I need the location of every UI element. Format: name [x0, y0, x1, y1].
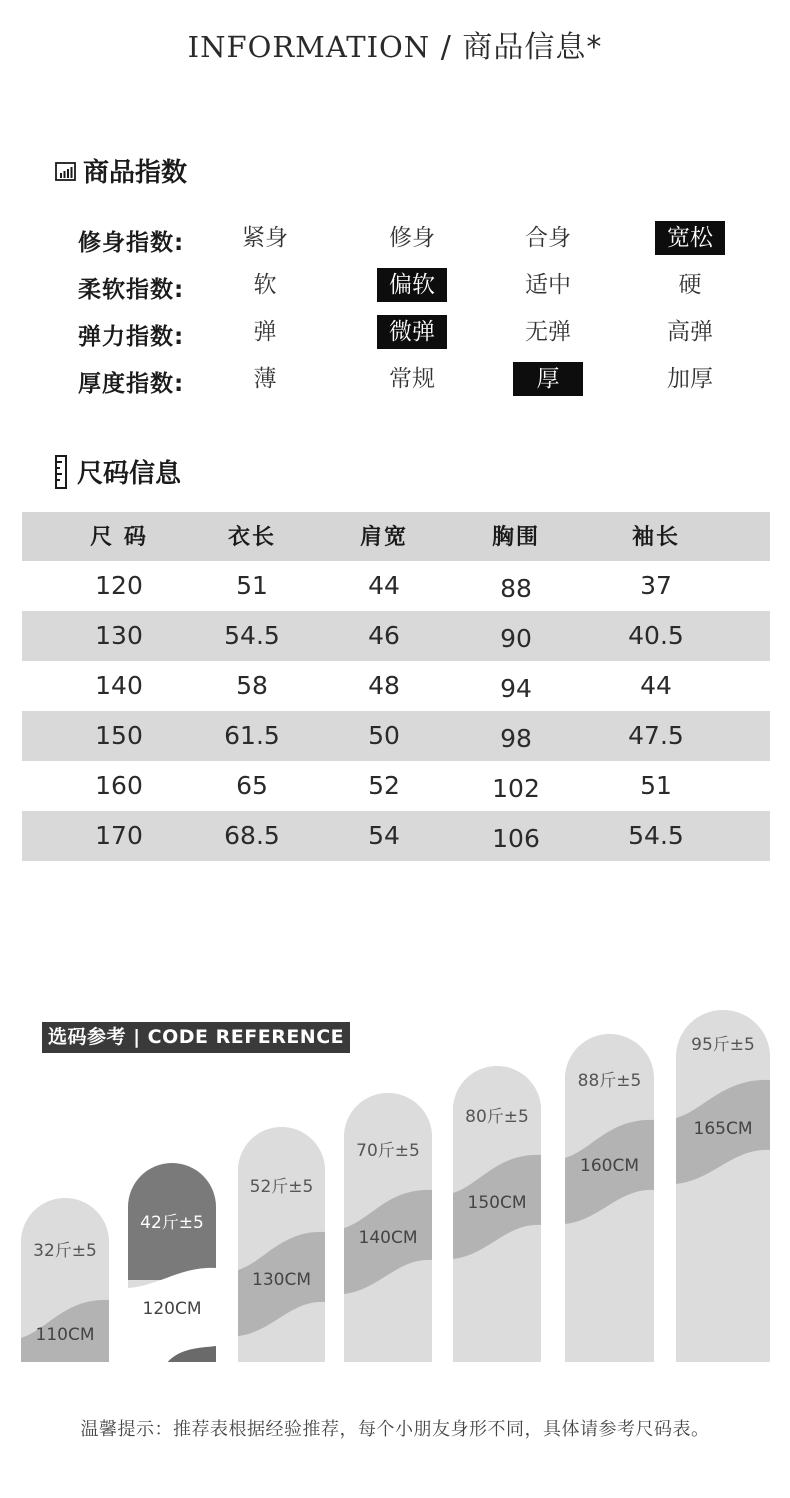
size-info-title: [55, 453, 181, 490]
bar-height-label: 140CM: [358, 1228, 418, 1248]
table-cell: 102: [492, 774, 540, 803]
table-cell: 46: [368, 621, 400, 650]
table-cell: 51: [640, 771, 672, 800]
index-option: 薄: [253, 366, 277, 392]
product-index-title-text: 商品指数: [83, 158, 188, 188]
table-cell: 130: [95, 621, 143, 650]
bar-height-label: 120CM: [142, 1299, 202, 1319]
index-option: 适中: [525, 272, 571, 298]
page-header: [0, 22, 790, 66]
bar-weight-label: 42斤±5: [140, 1213, 204, 1233]
table-cell: 160: [95, 771, 143, 800]
size-bar: [238, 1127, 325, 1362]
index-row: [0, 221, 790, 257]
table-cell: 65: [236, 771, 268, 800]
size-bar: [128, 1163, 216, 1390]
index-option: 高弹: [667, 319, 713, 345]
table-cell: 54: [368, 821, 400, 850]
table-row: [22, 561, 770, 611]
bar-weight-label: 95斤±5: [691, 1035, 755, 1055]
bar-height-label: 165CM: [693, 1119, 753, 1139]
size-table-header: [22, 512, 770, 561]
bar-height-label: 110CM: [35, 1325, 95, 1345]
size-bar: [676, 1010, 770, 1362]
index-row-label: 修身指数:: [78, 230, 185, 256]
column-header: 尺 码: [90, 525, 148, 550]
column-header: 胸围: [491, 525, 540, 550]
index-row-label: 柔软指数:: [78, 277, 185, 303]
table-cell: 150: [95, 721, 143, 750]
index-option: 弹: [253, 319, 277, 345]
index-row-label: 弹力指数:: [78, 324, 185, 350]
size-bar-wave: [128, 1268, 216, 1390]
table-row: [22, 761, 770, 811]
header-title-cn: 商品信息*: [462, 30, 603, 65]
index-option: 紧身: [242, 225, 288, 251]
table-cell: 50: [368, 721, 400, 750]
table-cell: 54.5: [224, 621, 280, 650]
table-cell: 44: [640, 671, 672, 700]
bar-weight-label: 32斤±5: [33, 1241, 97, 1261]
bar-weight-label: 80斤±5: [465, 1107, 529, 1127]
column-header: 袖长: [631, 525, 680, 550]
table-cell: 51: [236, 571, 268, 600]
table-cell: 98: [500, 724, 532, 753]
table-cell: 58: [236, 671, 268, 700]
index-option: 软: [253, 272, 277, 298]
table-row: [22, 611, 770, 661]
index-row-label: 厚度指数:: [78, 371, 185, 397]
code-reference-chart: [0, 1000, 790, 1400]
table-cell: 120: [95, 571, 143, 600]
table-cell: 68.5: [224, 821, 280, 850]
index-row: [0, 268, 790, 304]
table-cell: 106: [492, 824, 540, 853]
product-index-title: [55, 152, 187, 189]
column-header: 肩宽: [359, 525, 408, 550]
table-row: [22, 711, 770, 761]
ruler-icon: [55, 455, 71, 489]
table-cell: 61.5: [224, 721, 280, 750]
table-cell: 54.5: [628, 821, 684, 850]
bar-weight-label: 88斤±5: [577, 1071, 642, 1091]
bar-chart-icon: [55, 160, 77, 182]
table-cell: 37: [640, 571, 672, 600]
table-row: [22, 661, 770, 711]
index-option-selected: 微弹: [377, 315, 447, 349]
index-option-selected: 偏软: [377, 268, 447, 302]
header-separator: /: [430, 30, 463, 65]
header-title-en: INFORMATION: [187, 30, 431, 64]
code-reference-badge: 选码参考 | CODE REFERENCE: [42, 1022, 350, 1053]
table-row: [22, 811, 770, 861]
table-cell: 52: [368, 771, 400, 800]
table-cell: 88: [500, 574, 532, 603]
table-cell: 47.5: [628, 721, 684, 750]
index-option: 硬: [678, 272, 702, 298]
bar-height-label: 160CM: [580, 1156, 639, 1176]
bar-weight-label: 52斤±5: [249, 1177, 314, 1197]
index-option-selected: 宽松: [655, 221, 725, 255]
index-option: 无弹: [525, 319, 571, 345]
table-cell: 44: [368, 571, 400, 600]
table-cell: 48: [368, 671, 400, 700]
table-cell: 94: [500, 674, 532, 703]
index-option: 合身: [525, 225, 571, 251]
bar-weight-label: 70斤±5: [356, 1141, 420, 1161]
index-row: [0, 315, 790, 351]
index-option: 修身: [389, 225, 435, 251]
bar-height-label: 150CM: [467, 1193, 527, 1213]
table-cell: 40.5: [628, 621, 684, 650]
tip-text: 温馨提示：推荐表根据经验推荐，每个小朋友身形不同，具体请参考尺码表。: [80, 1419, 710, 1440]
column-header: 衣长: [227, 525, 276, 550]
table-cell: 90: [500, 624, 532, 653]
bar-height-label: 130CM: [252, 1270, 311, 1290]
size-table: [22, 512, 770, 861]
size-info-title-text: 尺码信息: [77, 459, 182, 489]
table-cell: 170: [95, 821, 143, 850]
table-cell: 140: [95, 671, 143, 700]
size-bar: [21, 1198, 109, 1400]
index-option: 常规: [389, 366, 435, 392]
index-option-selected: 厚: [513, 362, 583, 396]
index-option: 加厚: [667, 366, 713, 392]
index-row: [0, 362, 790, 398]
